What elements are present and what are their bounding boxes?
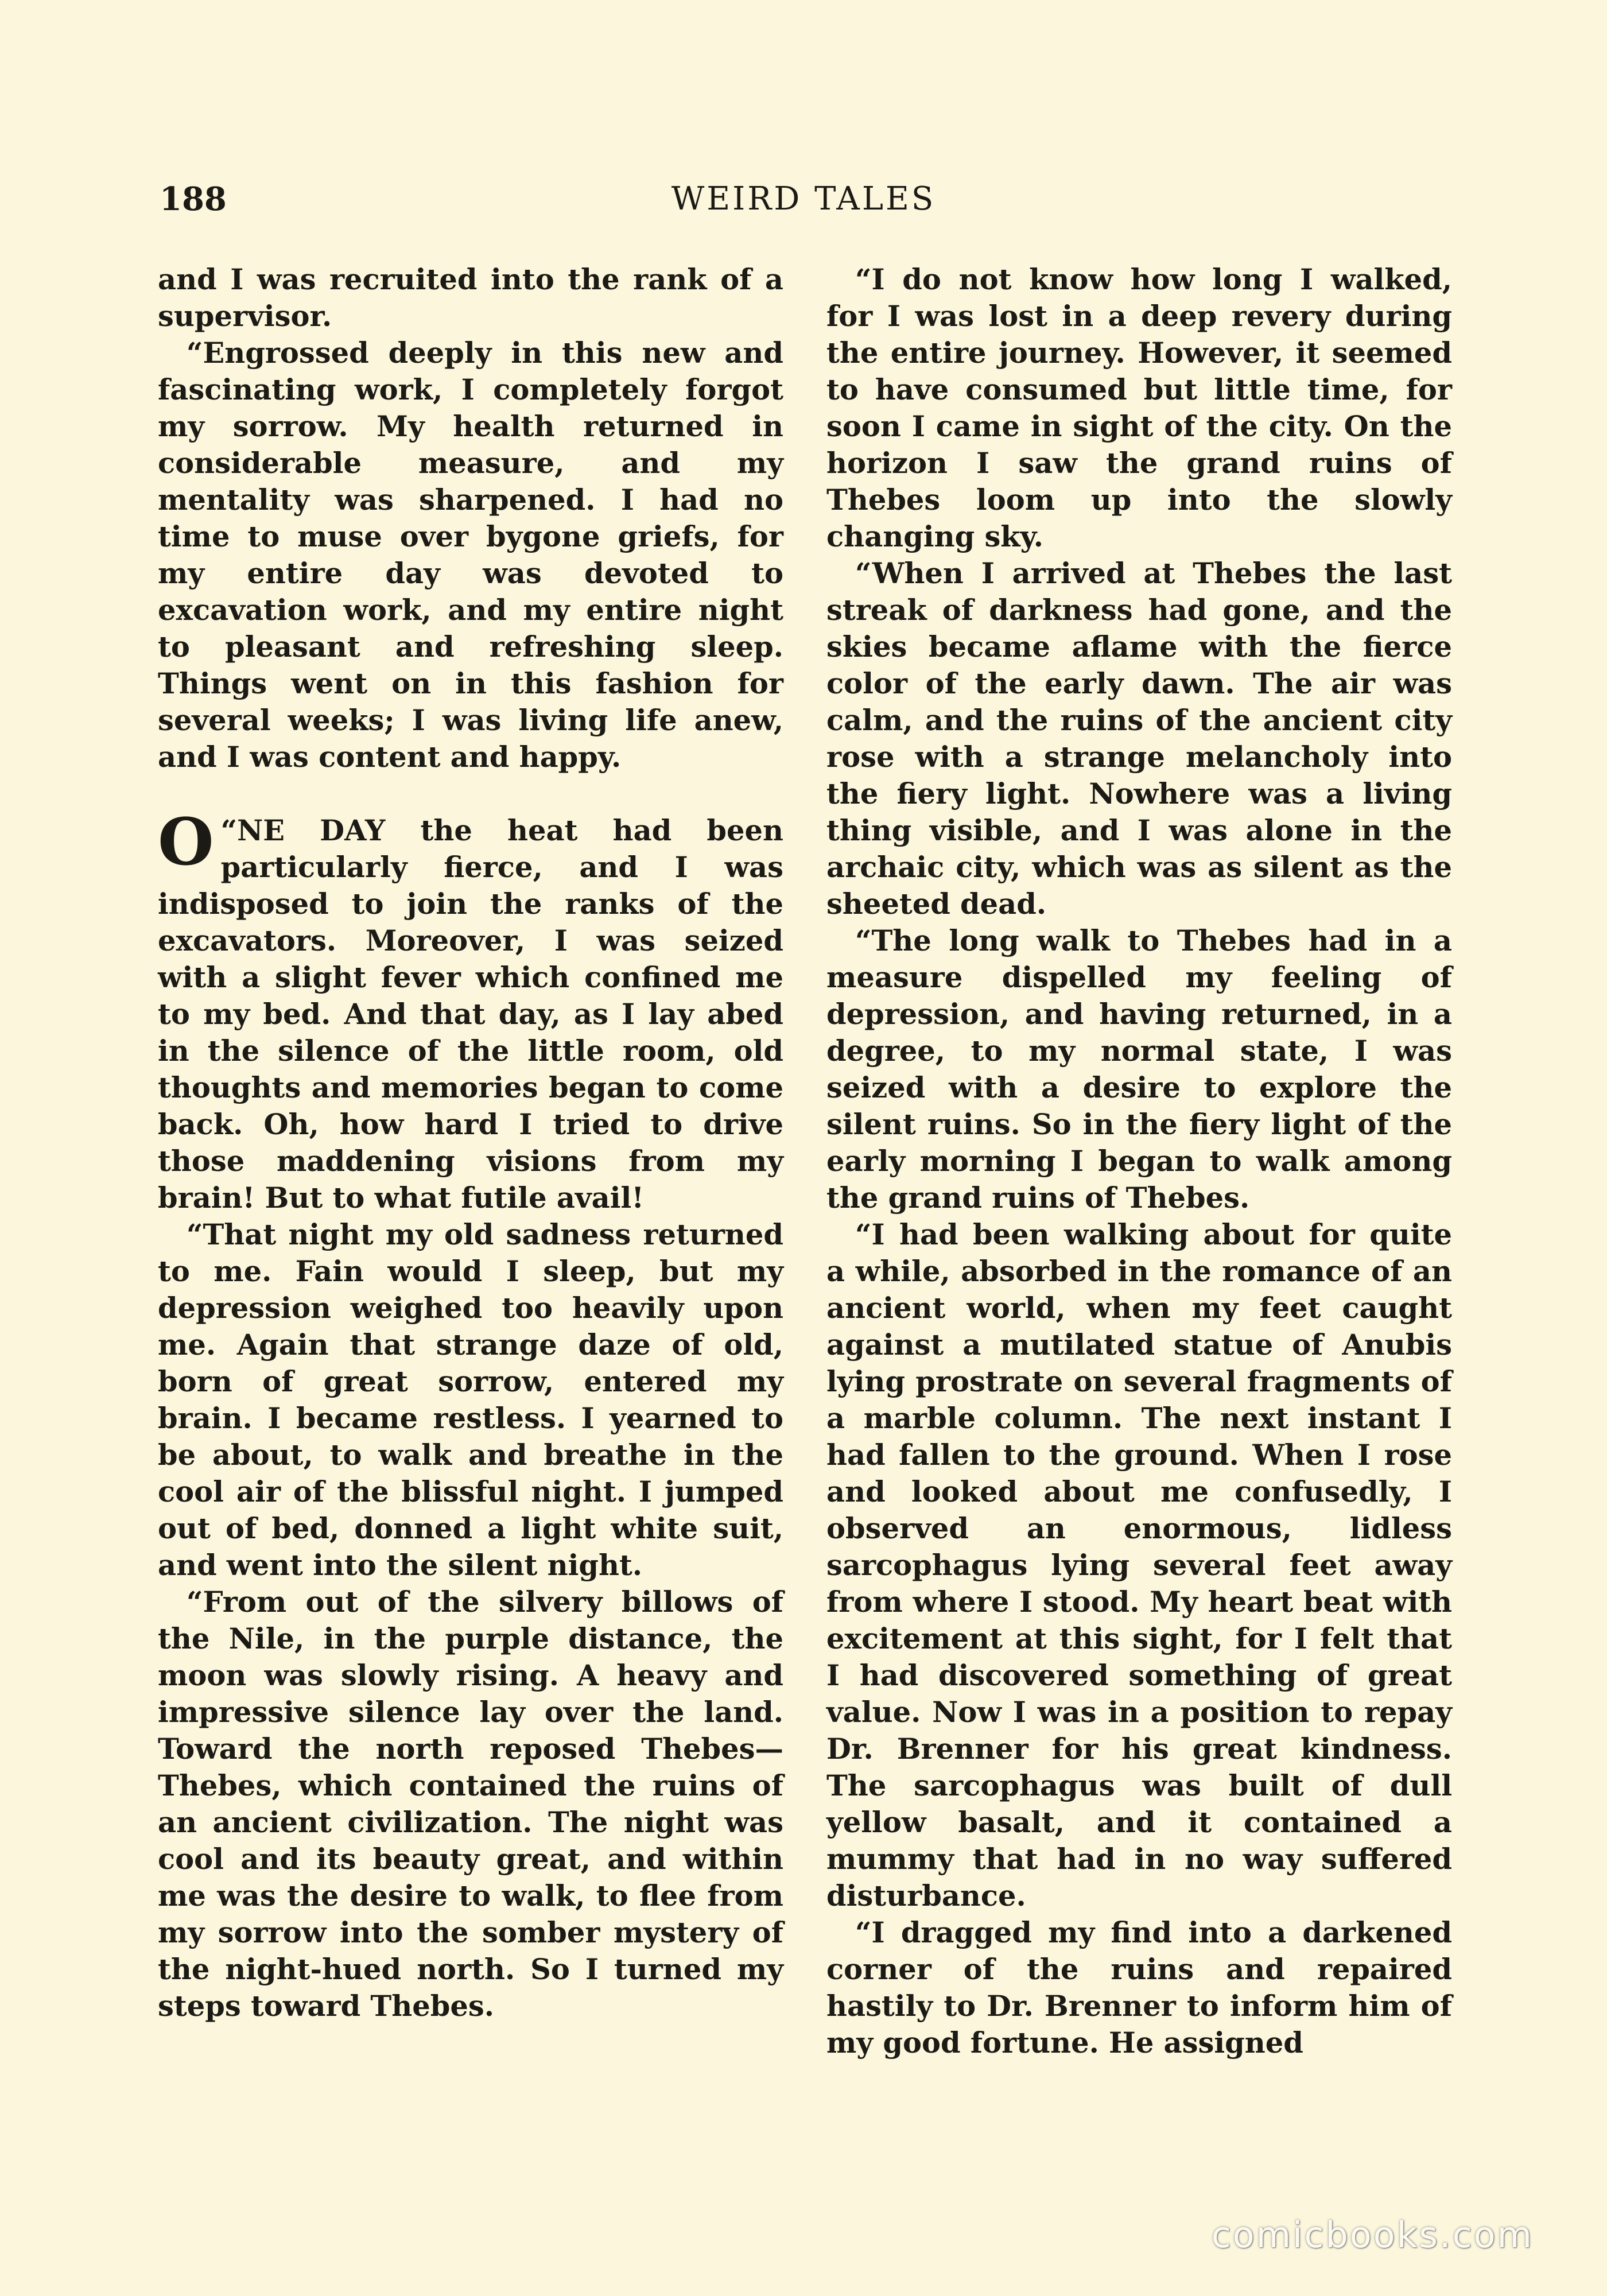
paragraph: “That night my old sadness returned to me. Fain would I sleep, but my depression weighed too heavily upon me. Again that strange daze of old, born of great sorrow, entered my brain. I became restless. I yearned to be about, to walk and breathe in the cool air of the blissful night. I jumped out of bed, donned a light white suit, and went into the silent night.: [158, 1218, 783, 1582]
opening-quote: “: [220, 814, 238, 847]
running-title: WEIRD TALES: [671, 180, 936, 218]
paragraph: and I was recruited into the rank of a supervisor.: [158, 263, 783, 333]
paragraph: “Engrossed deeply in this new and fascinating work, I completely forgot my sorrow. My health returned in considerable measure, and my mentality was sharpened. I had no time to muse over bygone griefs, for my entire day was devoted to excavation work, and my entire night to pleasant and refreshing sleep. Things went on in this fashion for several weeks; I was living life anew, and I was content and happy.: [158, 336, 783, 774]
drop-cap: O: [158, 805, 214, 880]
left-column: [158, 261, 783, 2024]
section-opening-paragraph: [158, 805, 783, 1216]
paragraph-text: NE DAY the heat had been particularly fierce, and I was indisposed to join the ranks of the excavators. Moreover, I was seized with a slight fever which confined me to my bed. And that day, as I lay abed in the silence of the little room, old thoughts and memories began to come back. Oh, how hard I tried to drive those maddening visions from my brain! But to what futile avail!: [158, 814, 783, 1215]
paragraph: “I had been walking about for quite a while, absorbed in the romance of an ancient world, when my feet caught against a mutilated statue of Anubis lying prostrate on several fragments of a marble column. The next instant I had fallen to the ground. When I rose and looked about me confusedly, I observed an enormous, lidless sarcophagus lying several feet away from where I stood. My heart beat with excitement at this sight, for I felt that I had discovered something of great value. Now I was in a position to repay Dr. Brenner for his great kindness. The sarcophagus was built of dull yellow basalt, and it contained a mummy that had in no way suffered disturbance.: [826, 1218, 1452, 1913]
page-header: [160, 179, 1447, 219]
paragraph: “I do not know how long I walked, for I was lost in a deep revery during the entire journey. However, it seemed to have consumed but little time, for soon I came in sight of the city. On the horizon I saw the grand ruins of Thebes loom up into the slowly changing sky.: [826, 263, 1452, 553]
paragraph: “When I arrived at Thebes the last streak of darkness had gone, and the skies became aflame with the fierce color of the early dawn. The air was calm, and the ruins of the ancient city rose with a strange melancholy into the fiery light. Nowhere was a living thing visible, and I was alone in the archaic city, which was as silent as the sheeted dead.: [826, 557, 1452, 921]
page-number: 188: [160, 180, 227, 218]
paragraph: “I dragged my find into a darkened corner of the ruins and repaired hastily to Dr. Brenner to inform him of my good fortune. He assigned: [826, 1916, 1452, 2060]
paragraph: “The long walk to Thebes had in a measure dispelled my feeling of depression, and having returned, in a degree, to my normal state, I was seized with a desire to explore the silent ruins. So in the fiery light of the early morning I began to walk among the grand ruins of Thebes.: [826, 924, 1452, 1215]
watermark: comicbooks.com: [1211, 2214, 1534, 2256]
right-column: [826, 261, 1452, 2061]
paragraph: “From out of the silvery billows of the Nile, in the purple distance, the moon was slowly rising. A heavy and impressive silence lay over the land. Toward the north reposed Thebes—Thebes, which contained the ruins of an ancient civilization. The night was cool and its beauty great, and within me was the desire to walk, to flee from my sorrow into the somber mystery of the night-hued north. So I turned my steps toward Thebes.: [158, 1585, 783, 2023]
